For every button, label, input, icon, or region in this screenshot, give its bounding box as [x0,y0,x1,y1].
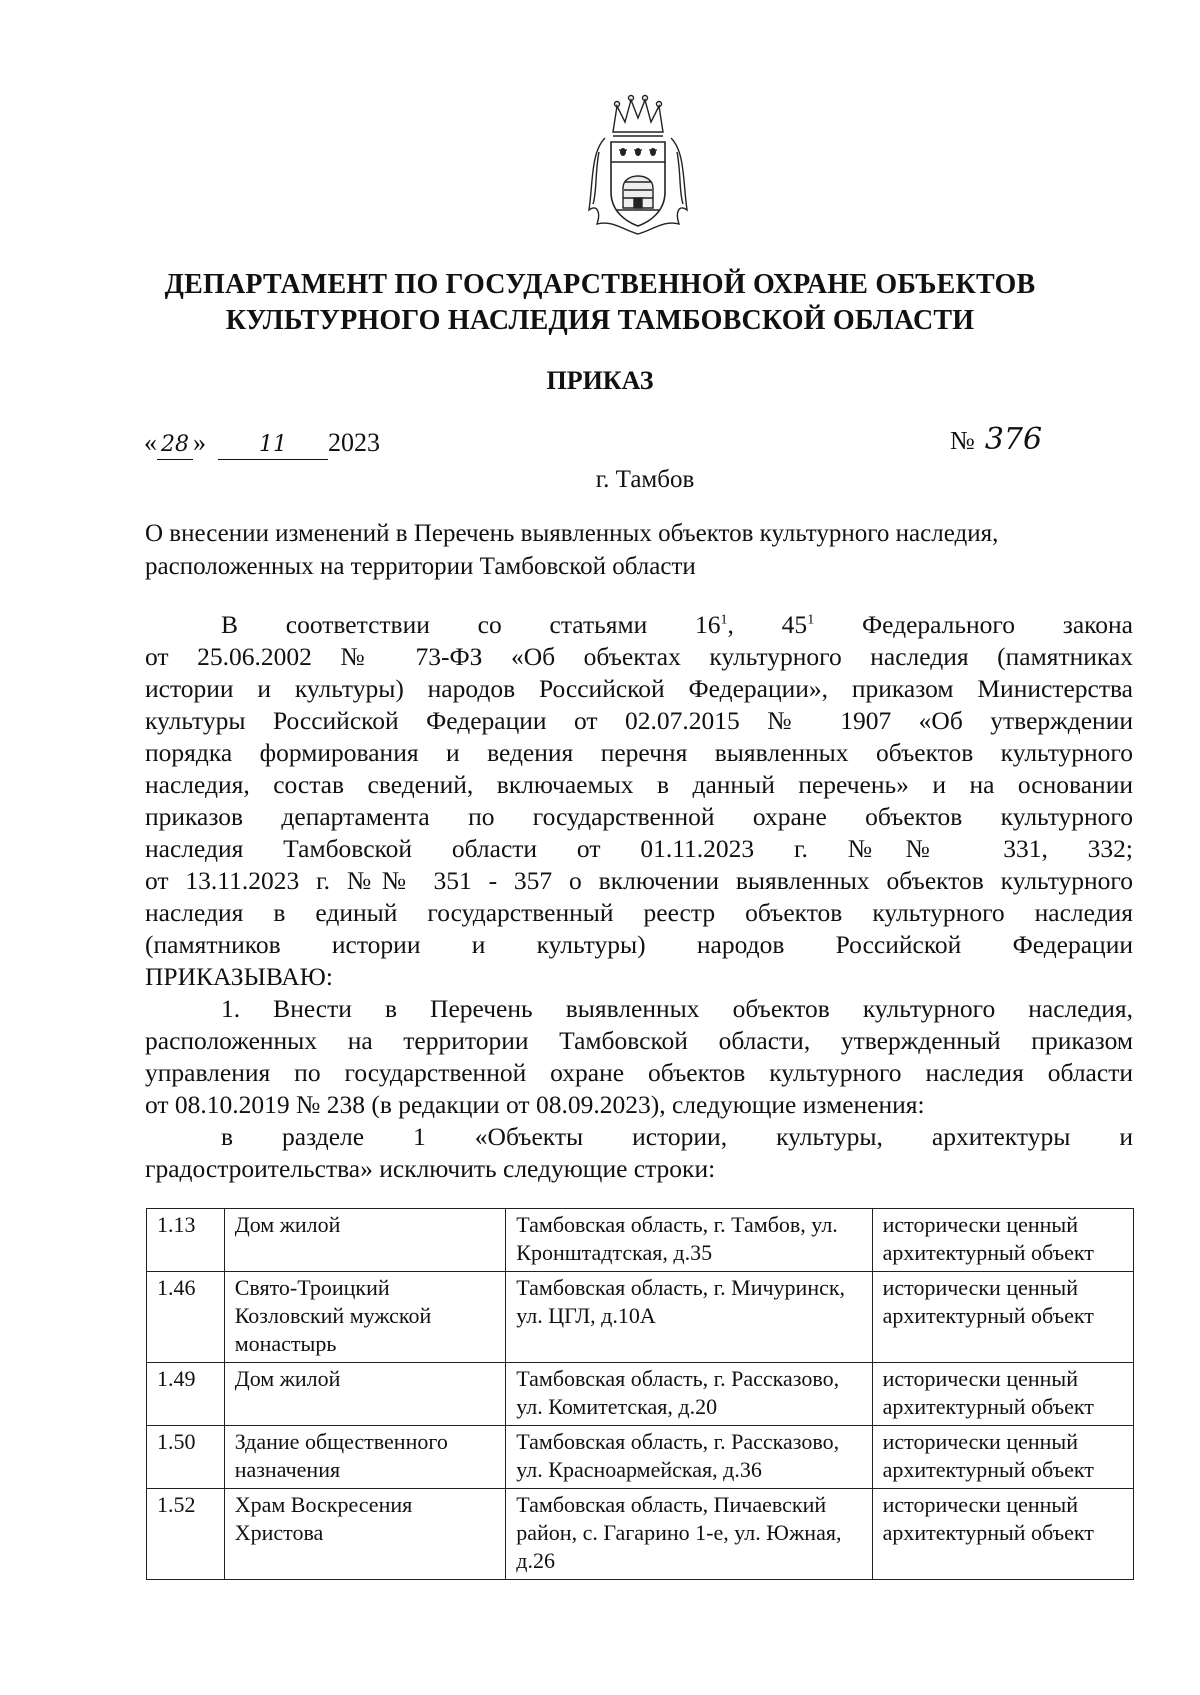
paragraph-1-line-9: от 13.11.2023 г. №№ 351 - 357 о включении выявленных объектов культурного [145,866,1133,895]
paragraph-2-line-3: управления по государственной охране объектов культурного наследия области [145,1058,1133,1087]
text-span: Федерального закона [814,610,1133,639]
table-row [147,1426,1134,1489]
paragraph-1-line-12: ПРИКАЗЫВАЮ: [145,962,333,991]
object-category: исторически ценный архитектурный объект [872,1426,1133,1489]
object-name: Дом жилой [224,1363,506,1426]
subject-line-2: расположенных на территории Тамбовской области [145,553,696,580]
object-address: Тамбовская область, г. Тамбов, ул. Кронштадтская, д.35 [506,1209,872,1272]
text-span: В соответствии со статьями 16 [221,610,721,639]
paragraph-3-line-1: в разделе 1 «Объекты истории, культуры, архитектуры и [221,1122,1133,1151]
order-year: 2023 [328,428,380,457]
object-name: Здание общественного назначения [224,1426,506,1489]
object-address: Тамбовская область, г. Рассказово, ул. Комитетская, д.20 [506,1363,872,1426]
excluded-objects-table [146,1208,1134,1580]
row-number: 1.49 [147,1363,225,1426]
order-number [950,422,1042,457]
order-subject [145,517,1135,583]
order-day-handwritten: 28 [157,431,193,460]
row-number: 1.52 [147,1489,225,1580]
paragraph-1-line-6: наследия, состав сведений, включаемых в данный перечень» и на основании [145,770,1133,799]
paragraph-2-line-4: от 08.10.2019 № 238 (в редакции от 08.09.2023), следующие изменения: [145,1090,925,1119]
table-row [147,1489,1134,1580]
paragraph-1-line-1 [145,609,1133,641]
order-title: ПРИКАЗ [546,366,654,395]
table-row [147,1363,1134,1426]
object-category: исторически ценный архитектурный объект [872,1363,1133,1426]
paragraph-1-line-7: приказов департамента по государственной охране объектов культурного [145,802,1133,831]
object-address: Тамбовская область, Пичаевский район, с. Гагарино 1-е, ул. Южная, д.26 [506,1489,872,1580]
quote-close: » [193,428,206,457]
order-body [145,609,1133,1185]
paragraph-1-line-5: порядка формирования и ведения перечня выявленных объектов культурного [145,738,1133,767]
row-number: 1.13 [147,1209,225,1272]
table-row [147,1272,1134,1363]
object-name: Дом жилой [224,1209,506,1272]
subject-line-1: О внесении изменений в Перечень выявленных объектов культурного наследия, [145,520,999,547]
order-month-handwritten: 11 [218,431,328,460]
paragraph-1-line-2: от 25.06.2002 № 73-ФЗ «Об объектах культурного наследия (памятниках [145,642,1133,671]
order-date [144,428,380,460]
object-category: исторически ценный архитектурный объект [872,1489,1133,1580]
paragraph-3-line-2: градостроительства» исключить следующие строки: [145,1154,716,1183]
quote-open: « [144,428,157,457]
department-heading [0,267,1200,339]
paragraph-2-line-2: расположенных на территории Тамбовской области, утвержденный приказом [145,1026,1133,1055]
text-span: , 45 [727,610,808,639]
order-city: г. Тамбов [595,466,695,493]
paragraph-1-line-4: культуры Российской Федерации от 02.07.2015 № 1907 «Об утверждении [145,706,1133,735]
order-number-handwritten: 376 [984,422,1043,457]
object-address: Тамбовская область, г. Мичуринск, ул. ЦГЛ, д.10А [506,1272,872,1363]
superscript: 1 [807,612,815,628]
department-heading-line-2: КУЛЬТУРНОГО НАСЛЕДИЯ ТАМБОВСКОЙ ОБЛАСТИ [225,305,975,336]
object-address: Тамбовская область, г. Рассказово, ул. Красноармейская, д.36 [506,1426,872,1489]
object-name: Храм Воскресения Христова [224,1489,506,1580]
object-category: исторически ценный архитектурный объект [872,1272,1133,1363]
paragraph-1-line-10: наследия в единый государственный реестр объектов культурного наследия [145,898,1133,927]
paragraph-1-line-11: (памятников истории и культуры) народов Российской Федерации [145,930,1133,959]
object-name: Свято-Троицкий Козловский мужской монастырь [224,1272,506,1363]
row-number: 1.50 [147,1426,225,1489]
tambov-coat-of-arms-emblem [583,92,693,238]
number-sign: № [950,426,975,455]
row-number: 1.46 [147,1272,225,1363]
superscript: 1 [720,612,728,628]
paragraph-2-line-1: 1. Внести в Перечень выявленных объектов культурного наследия, [221,994,1133,1023]
paragraph-1-line-8: наследия Тамбовской области от 01.11.2023 г. №№ 331, 332; [145,834,1133,863]
paragraph-1-line-3: истории и культуры) народов Российской Федерации», приказом Министерства [145,674,1133,703]
table-row [147,1209,1134,1272]
department-heading-line-1: ДЕПАРТАМЕНТ ПО ГОСУДАРСТВЕННОЙ ОХРАНЕ ОБЪЕКТОВ [164,269,1036,300]
object-category: исторически ценный архитектурный объект [872,1209,1133,1272]
